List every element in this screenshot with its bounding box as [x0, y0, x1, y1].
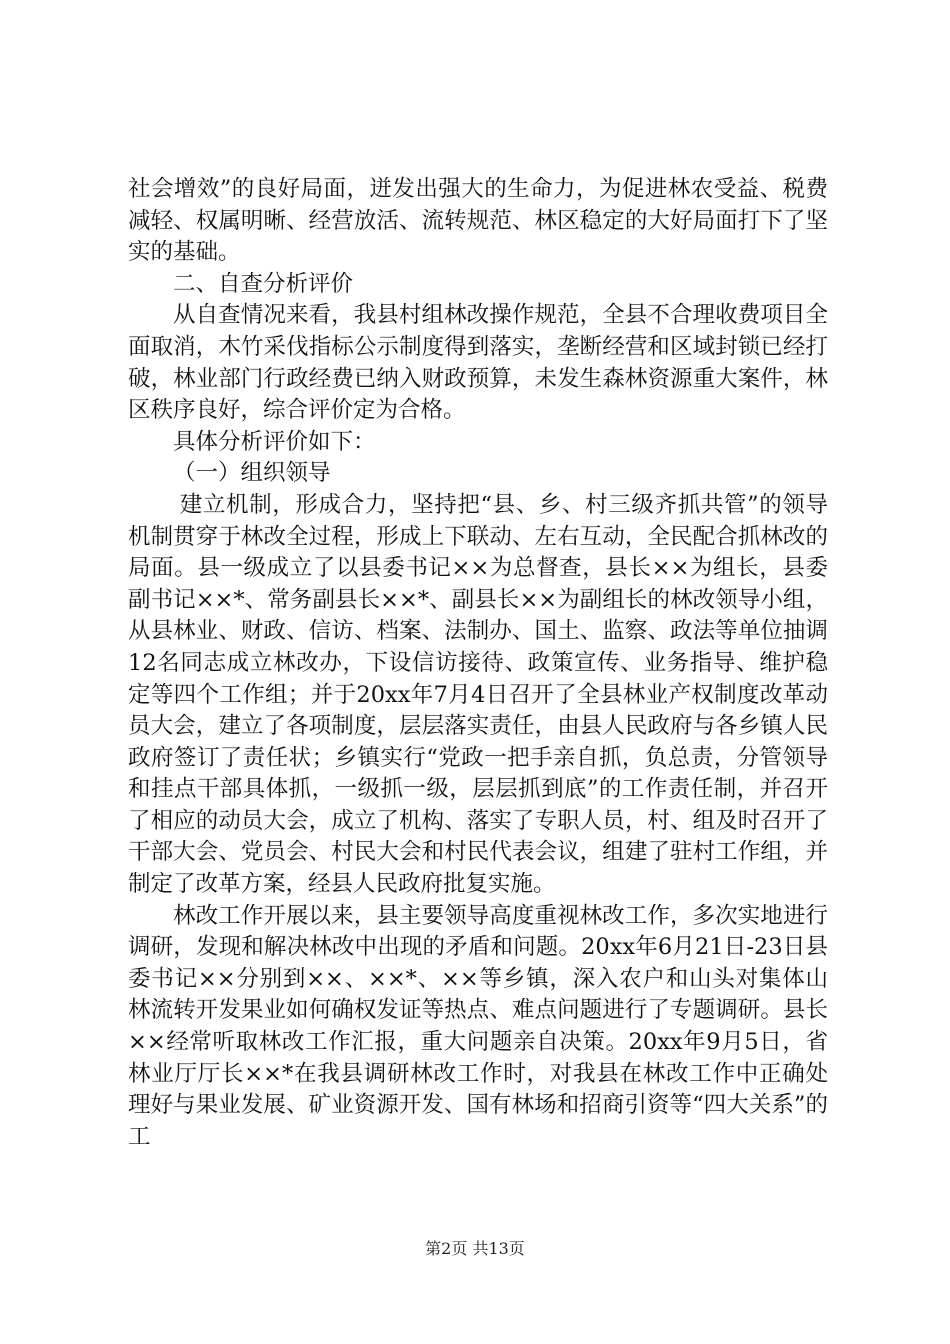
paragraph-continuation: 社会增效”的良好局面，迸发出强大的生命力，为促进林农受益、税费减轻、权属明晰、经营放活、流转规范、林区稳定的大好局面打下了坚实的基础。	[128, 176, 828, 266]
section-heading-self-check: 二、自查分析评价	[173, 270, 354, 297]
document-body	[128, 174, 828, 1153]
paragraph-mechanism: 建立机制，形成合力，坚持把“县、乡、村三级齐抓共管”的领导机制贯穿于林改全过程，形成上下联动、左右互动，全民配合抓林改的局面。县一级成立了以县委书记××为总督查，县长××为组长，县委副书记××*、常务副县长××*、副县长××为副组长的林改领导小组，从县林业、财政、信访、档案、法制办、国土、监察、政法等单位抽调12名同志成立林改办，下设信访接待、政策宣传、业务指导、维护稳定等四个工作组；并于20xx年7月4日召开了全县林业产权制度改革动员大会，建立了各项制度，层层落实责任，由县人民政府与各乡镇人民政府签订了责任状；乡镇实行“党政一把手亲自抓，负总责，分管领导和挂点干部具体抓，一级抓一级，层层抓到底”的工作责任制，并召开了相应的动员大会，成立了机构、落实了专职人员，村、组及时召开了干部大会、党员会、村民大会和村民代表会议，组建了驻村工作组，并制定了改革方案，经县人民政府批复实施。	[128, 491, 828, 898]
paragraph-analysis-intro: 具体分析评价如下：	[173, 428, 376, 455]
page-footer: 第2页 共13页	[425, 1239, 525, 1258]
paragraph-self-check-summary: 从自查情况来看，我县村组林改操作规范，全县不合理收费项目全面取消，木竹采伐指标公示制度得到落实，垄断经营和区域封锁已经打破，林业部门行政经费已纳入财政预算，未发生森林资源重大案件，林区秩序良好，综合评价定为合格。	[128, 302, 828, 424]
paragraph-leadership: 林改工作开展以来，县主要领导高度重视林改工作，多次实地进行调研，发现和解决林改中出现的矛盾和问题。20xx年6月21日-23日县委书记××分别到××、××*、××等乡镇，深入农户和山头对集体山林流转开发果业如何确权发证等热点、难点问题进行了专题调研。县长××经常听取林改工作汇报，重大问题亲自决策。20xx年9月5日，省林业厅厅长××*在我县调研林改工作时，对我县在林改工作中正确处理好与果业发展、矿业资源开发、国有林场和招商引资等“四大关系”的工	[128, 902, 828, 1150]
subheading-organization: （一）组织领导	[173, 460, 331, 487]
